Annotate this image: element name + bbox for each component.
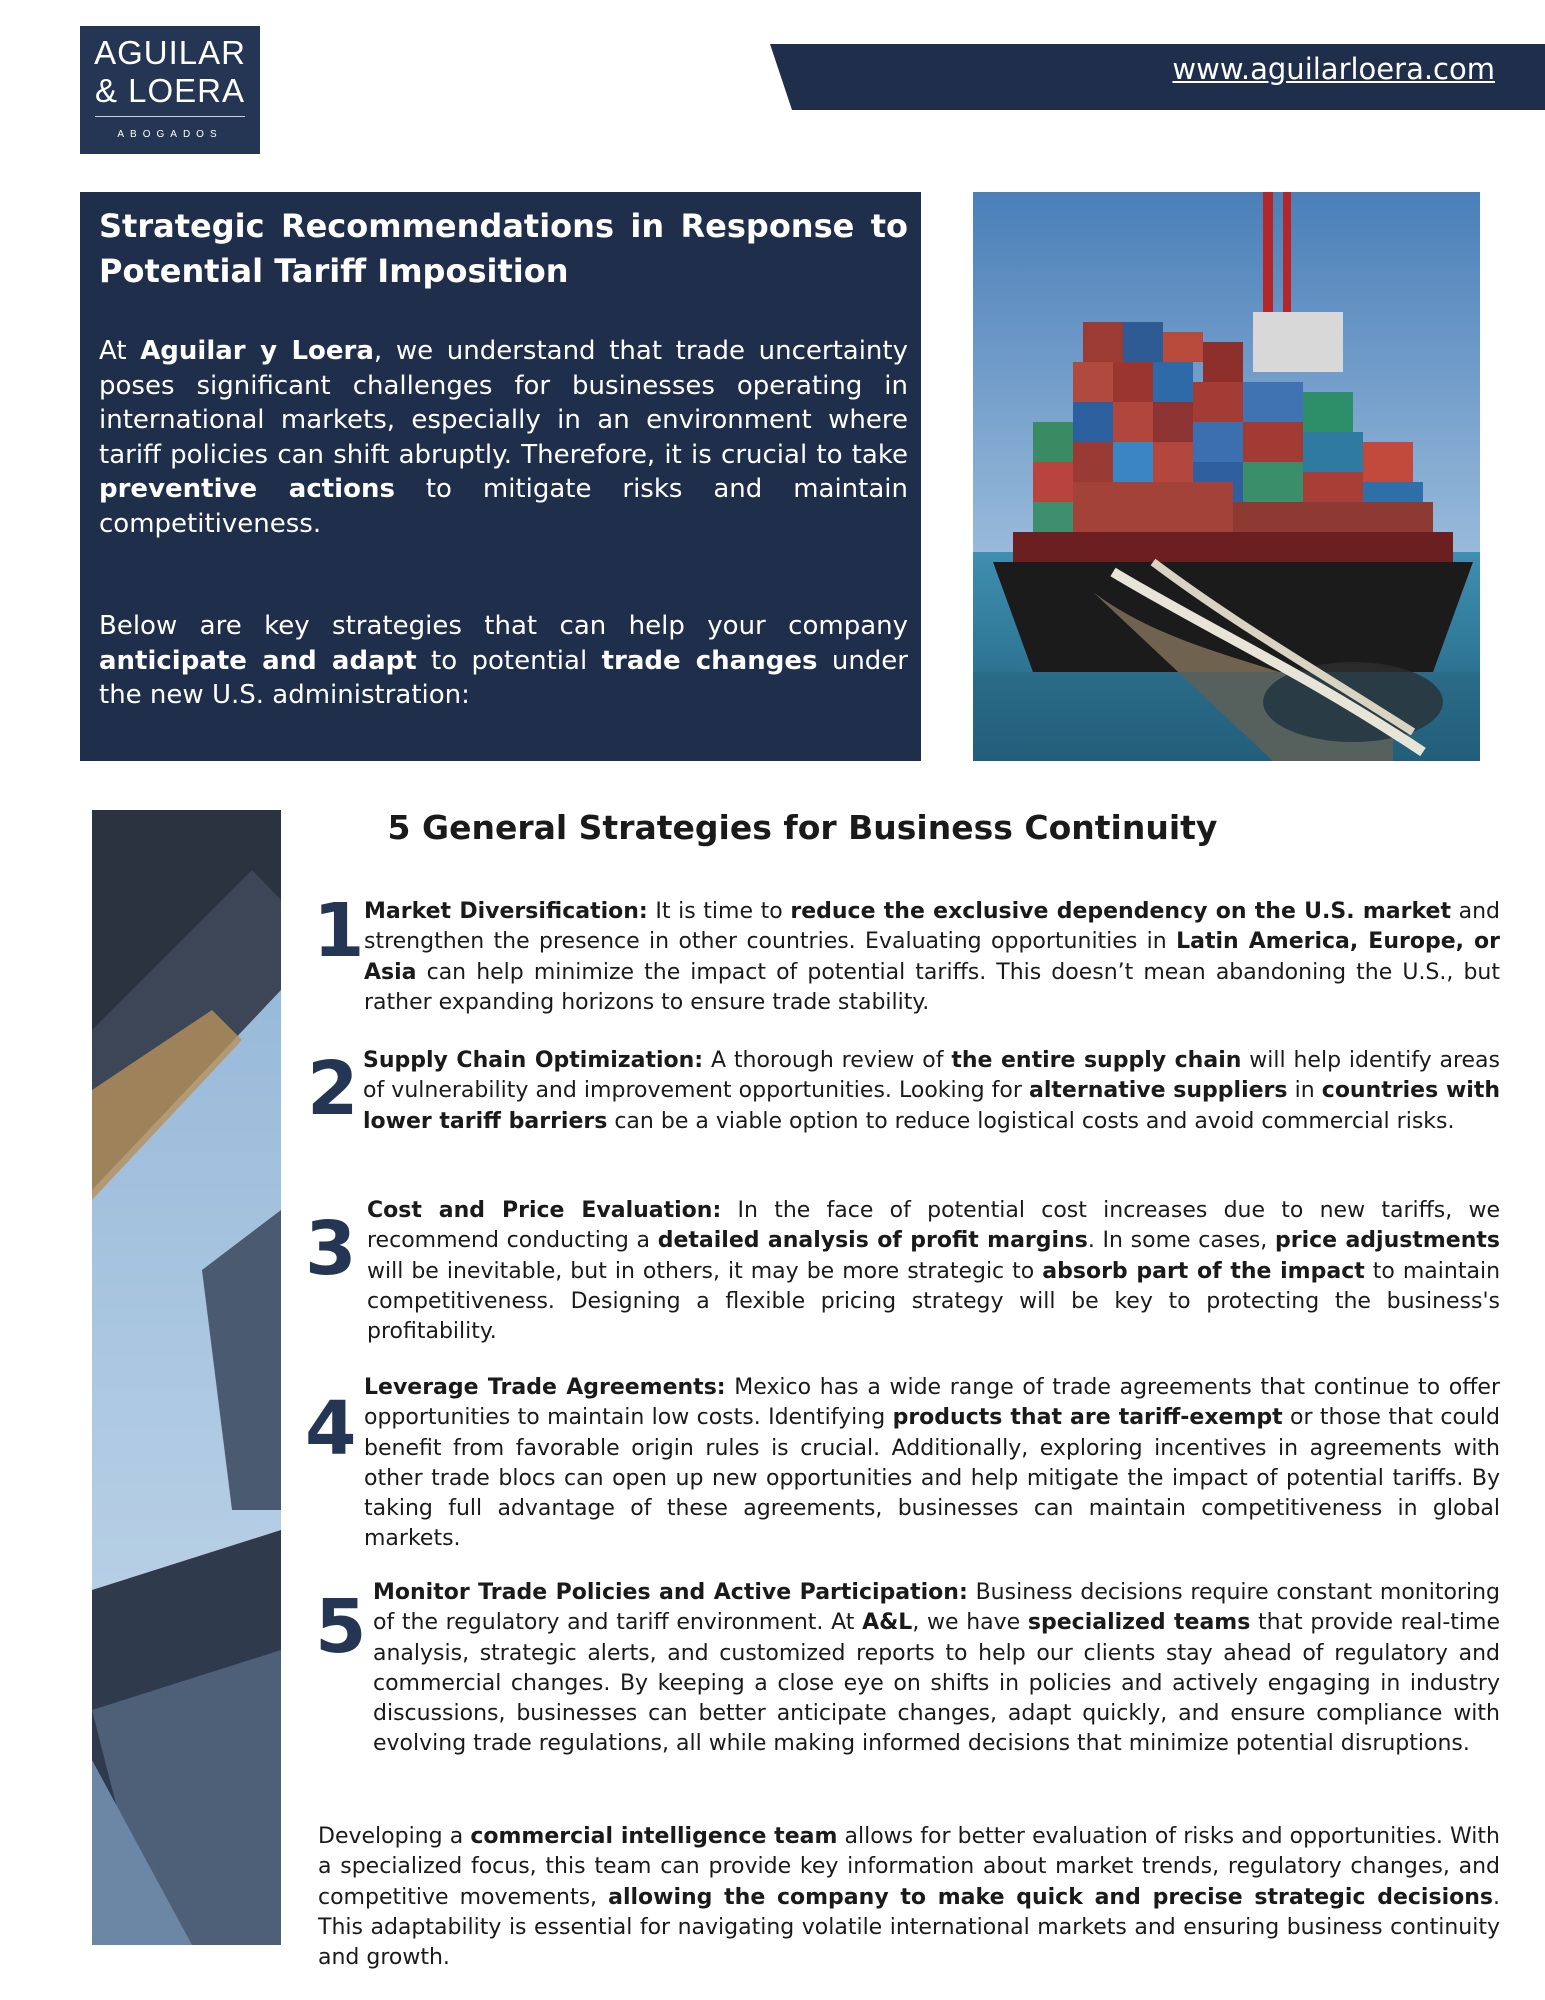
hero-box [80,192,921,761]
website-link[interactable]: www.aguilarloera.com [1172,52,1495,86]
strategy-item-1: Market Diversification: It is time to reduce the exclusive dependency on the U.S. market and strengthen the presence in other countries. Evaluating opportunities in Latin America, Europe, or Asia can help minimize the impact of potential tariffs. This doesn’t mean abandoning the U.S., but rather expanding horizons to ensure trade stability. [364,899,1500,1015]
strategy-item-2: Supply Chain Optimization: A thorough review of the entire supply chain will help identify areas of vulnerability and improvement opportunities. Looking for alternative suppliers in countries with lower tariff barriers can be a viable option to reduce logistical costs and avoid commercial risks. [363,1048,1500,1134]
logo-divider [95,116,245,117]
hero-intro-paragraph: At Aguilar y Loera, we understand that trade uncertainty poses significant challenges for businesses operating in international markets, especially in an environment where tariff policies can shift abruptly. Therefore, it is crucial to take preventive actions to mitigate risks and maintain competitiveness. [99,336,908,539]
logo-subtitle: ABOGADOS [117,129,223,140]
closing-paragraph: Developing a commercial intelligence team allows for better evaluation of risks and opportunities. With a specialized focus, this team can provide key information about market trends, regulatory changes, and competitive movements, allowing the company to make quick and precise strategic decisions. This adaptability is essential for navigating volatile international markets and ensuring business continuity and growth. [318,1824,1500,1971]
strategy-number-1: 1 [313,888,365,974]
logo-line-1: AGUILAR [94,34,246,71]
hero-strategies-paragraph: Below are key strategies that can help your company anticipate and adapt to potential trade changes under the new U.S. administration: [99,611,908,710]
strategy-number-5: 5 [315,1584,367,1670]
strategy-number-4: 4 [305,1386,357,1472]
firm-logo [80,26,260,154]
skyscrapers-photo [92,810,281,1945]
logo-line-2: & LOERA [94,72,246,109]
section-title: 5 General Strategies for Business Continuity [387,808,1218,847]
cargo-ship-photo [973,192,1480,761]
strategy-number-3: 3 [305,1206,357,1292]
strategy-item-5: Monitor Trade Policies and Active Participation: Business decisions require constant monitoring of the regulatory and tariff environment. At A&L, we have specialized teams that provide real-time analysis, strategic alerts, and customized reports to help our clients stay ahead of regulatory and commercial changes. By keeping a close eye on shifts in policies and actively engaging in industry discussions, businesses can better anticipate changes, adapt quickly, and ensure compliance with evolving trade regulations, all while making informed decisions that minimize potential disruptions. [373,1580,1501,1757]
strategy-number-2: 2 [307,1046,359,1132]
hero-title: Strategic Recommendations in Response to Potential Tariff Imposition [99,207,908,290]
strategy-item-3: Cost and Price Evaluation: In the face of potential cost increases due to new tariffs, we recommend conducting a detailed analysis of profit margins. In some cases, price adjustments will be inevitable, but in others, it may be more strategic to absorb part of the impact to maintain competitiveness. Designing a flexible pricing strategy will be key to protecting the business's profitability. [367,1198,1501,1345]
strategy-item-4: Leverage Trade Agreements: Mexico has a wide range of trade agreements that continue to offer opportunities to maintain low costs. Identifying products that are tariff-exempt or those that could benefit from favorable origin rules is crucial. Additionally, exploring incentives in agreements with other trade blocs can open up new opportunities and help mitigate the impact of potential tariffs. By taking full advantage of these agreements, businesses can maintain competitiveness in global markets. [364,1375,1500,1552]
